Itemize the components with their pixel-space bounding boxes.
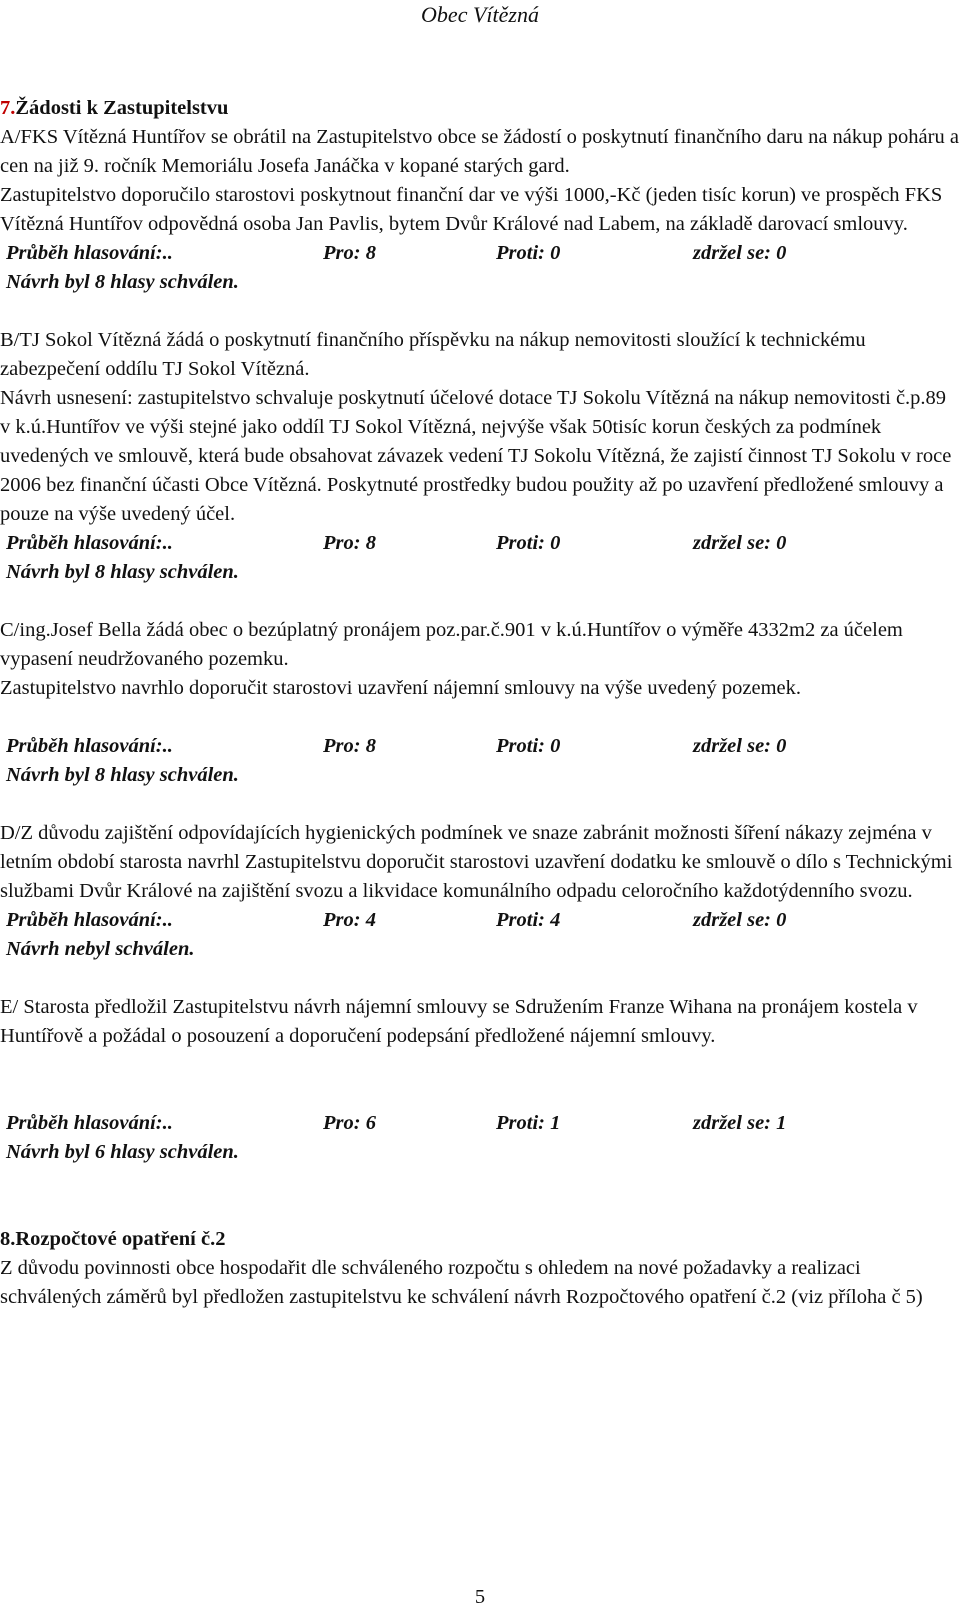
section-7-number: 7. xyxy=(0,97,16,119)
vote-abstain: zdržel se: 0 xyxy=(693,532,787,554)
page-number: 5 xyxy=(474,1586,486,1608)
vote-pro: Pro: 4 xyxy=(323,909,376,931)
item-e-result: Návrh byl 6 hlasy schválen. xyxy=(6,1141,239,1163)
item-d-vote xyxy=(0,906,960,935)
item-a-result: Návrh byl 8 hlasy schválen. xyxy=(6,271,239,293)
item-e-request: E/ Starosta předložil Zastupitelstvu návrh nájemní smlouvy se Sdružením Franze Wihana na pronájem kostela v Huntířově a požádal o posouzení a doporučení podepsání předložené nájemní smlouvy. xyxy=(0,996,918,1047)
item-a-request: A/FKS Vítězná Huntířov se obrátil na Zastupitelstvo obce se žádostí o poskytnutí finančního daru na nákup poháru a cen na již 9. ročník Memoriálu Josefa Janáčka v kopané starých gard. xyxy=(0,126,959,177)
vote-label: Průběh hlasování:.. xyxy=(6,532,173,554)
item-b-result: Návrh byl 8 hlasy schválen. xyxy=(6,561,239,583)
document-body xyxy=(0,94,960,1312)
item-a-vote xyxy=(0,239,960,268)
vote-proti: Proti: 0 xyxy=(496,242,561,264)
vote-proti: Proti: 4 xyxy=(496,909,561,931)
section-8-heading: 8.Rozpočtové opatření č.2 xyxy=(0,1228,226,1250)
vote-label: Průběh hlasování:.. xyxy=(6,909,173,931)
item-a-decision: Zastupitelstvo doporučilo starostovi poskytnout finanční dar ve výši 1000,-Kč (jeden tisíc korun) ve prospěch FKS Vítězná Huntířov odpovědná osoba Jan Pavlis, bytem Dvůr Králové nad Labem, na základě darovací smlouvy. xyxy=(0,184,943,235)
vote-pro: Pro: 8 xyxy=(323,735,376,757)
vote-label: Průběh hlasování:.. xyxy=(6,1112,173,1134)
vote-proti: Proti: 0 xyxy=(496,735,561,757)
item-c-result: Návrh byl 8 hlasy schválen. xyxy=(6,764,239,786)
section-7-heading xyxy=(0,94,960,123)
item-e-vote xyxy=(0,1109,960,1138)
vote-proti: Proti: 1 xyxy=(496,1112,561,1134)
vote-pro: Pro: 8 xyxy=(323,242,376,264)
vote-abstain: zdržel se: 1 xyxy=(693,1112,787,1134)
item-c-decision: Zastupitelstvo navrhlo doporučit starostovi uzavření nájemní smlouvy na výše uvedený pozemek. xyxy=(0,677,802,699)
item-b-request: B/TJ Sokol Vítězná žádá o poskytnutí finančního příspěvku na nákup nemovitosti sloužící k technickému zabezpečení oddílu TJ Sokol Vítězná. xyxy=(0,329,866,380)
vote-pro: Pro: 8 xyxy=(323,532,376,554)
vote-pro: Pro: 6 xyxy=(323,1112,376,1134)
item-b-vote xyxy=(0,529,960,558)
vote-abstain: zdržel se: 0 xyxy=(693,242,787,264)
item-d-result: Návrh nebyl schválen. xyxy=(6,938,195,960)
item-c-vote xyxy=(0,732,960,761)
section-7-title: Žádosti k Zastupitelstvu xyxy=(15,97,229,119)
vote-proti: Proti: 0 xyxy=(496,532,561,554)
vote-abstain: zdržel se: 0 xyxy=(693,735,787,757)
vote-label: Průběh hlasování:.. xyxy=(6,735,173,757)
vote-abstain: zdržel se: 0 xyxy=(693,909,787,931)
section-8-body: Z důvodu povinnosti obce hospodařit dle schváleného rozpočtu s ohledem na nové požadavky a realizaci schválených záměrů byl předložen zastupitelstvu ke schválení návrh Rozpočtového opatření č.2 (viz příloha č 5) xyxy=(0,1257,923,1308)
item-b-proposal: Návrh usnesení: zastupitelstvo schvaluje poskytnutí účelové dotace TJ Sokolu Vítězná na nákup nemovitosti č.p.89 v k.ú.Huntířov ve výši stejné jako oddíl TJ Sokol Vítězná, nejvýše však 50tisíc korun českých za podmínek uvedených ve smlouvě, která bude obsahovat závazek vedení TJ Sokolu Vítězná, že zajistí činnost TJ Sokolu v roce 2006 bez finanční účasti Obce Vítězná. Poskytnuté prostředky budou použity až po uzavření předložené smlouvy a pouze na výše uvedený účel. xyxy=(0,387,952,525)
document-header: Obec Vítězná xyxy=(421,2,539,27)
vote-label: Průběh hlasování:.. xyxy=(6,242,173,264)
item-d-request: D/Z důvodu zajištění odpovídajících hygienických podmínek ve snaze zabránit možnosti šíření nákazy zejména v letním období starosta navrhl Zastupitelstvu doporučit starostovi uzavření dodatku ke smlouvě o dílo s Technickými službami Dvůr Králové na zajištění svozu a likvidace komunálního odpadu celoročního každotýdenního svozu. xyxy=(0,822,953,902)
item-c-request: C/ing.Josef Bella žádá obec o bezúplatný pronájem poz.par.č.901 v k.ú.Huntířov o výměře 4332m2 za účelem vypasení neudržovaného pozemku. xyxy=(0,619,903,670)
